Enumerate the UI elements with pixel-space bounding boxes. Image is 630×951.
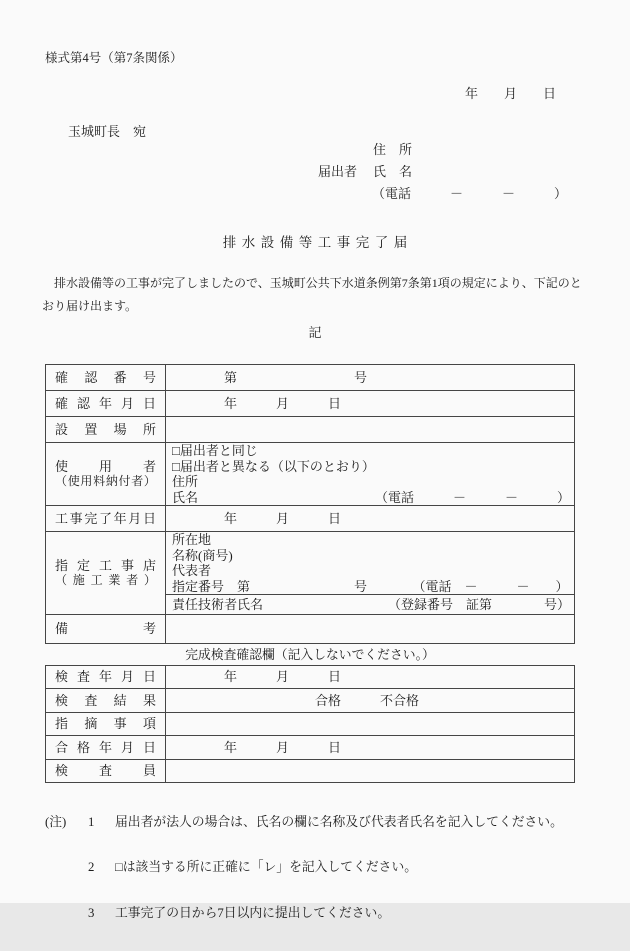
note-text: □は該当する所に正確に「レ」を記入してください。: [115, 860, 418, 875]
row-pass-date: [46, 735, 574, 759]
note-item: [45, 860, 605, 875]
row-label: 工 事 完 了 年 月 日: [55, 510, 156, 526]
row-label-sub: （ 施 工 業 者 ）: [55, 573, 156, 587]
row-label: 検 査 年 月 日: [55, 669, 156, 685]
declarant-address-label: 住 所: [373, 142, 413, 157]
row-contractor: [46, 531, 574, 614]
body-paragraph: 排水設備等の工事が完了しましたので、玉城町公共下水道条例第7条第1項の規定により、下記のとおり届け出ます。: [42, 276, 582, 313]
contractor-rep-label: 代表者: [172, 563, 212, 578]
inspection-caption: 完成検査確認欄（記入しないでください。）: [185, 648, 435, 662]
row-confirm-number: [46, 365, 574, 390]
note-number: 1: [88, 815, 95, 829]
row-label: 確 認 番 号: [55, 369, 156, 385]
form-number: 様式第4号（第7条関係）: [45, 51, 183, 65]
inspection-table: [45, 665, 575, 783]
note-item: [45, 906, 605, 921]
row-label: 指 摘 事 項: [55, 716, 156, 732]
user-phone-line: （電話 － － ）: [374, 489, 570, 505]
record-mark: 記: [308, 325, 322, 340]
row-inspection-result: [46, 688, 574, 712]
contractor-address-label: 所在地: [172, 532, 212, 547]
engineer-name-label: 責任技術者氏名: [172, 596, 264, 612]
notes: [45, 785, 605, 951]
row-label: 合 格 年 月 日: [55, 739, 156, 755]
row-value: 年 月 日: [172, 669, 342, 685]
note-text: 届出者が法人の場合は、氏名の欄に名称及び代表者氏名を記入してください。: [115, 815, 563, 829]
note-marker: (注): [45, 815, 67, 829]
row-label: 検 査 結 果: [55, 692, 156, 708]
row-location: [46, 416, 574, 442]
row-inspector: [46, 759, 574, 782]
form-title: 排水設備等工事完了届: [222, 235, 413, 250]
user-address-label: 住所: [172, 474, 199, 489]
checkbox-option-different: □届出者と異なる（以下のとおり）: [172, 458, 375, 474]
row-findings: [46, 712, 574, 735]
row-value: 年 月 日: [172, 395, 342, 411]
date-line: 年 月 日: [465, 86, 557, 101]
row-label: 確 認 年 月 日: [55, 395, 156, 411]
row-label: 指 定 工 事 店: [55, 557, 156, 573]
row-user: [46, 442, 574, 505]
contractor-name-label: 名称(商号): [172, 547, 233, 563]
declarant-name-label: 氏 名: [373, 164, 413, 179]
note-number: 3: [88, 905, 95, 920]
row-label: 検 査 員: [55, 763, 156, 779]
row-label-sub: （ 使 用 料 納 付 者 ）: [55, 474, 156, 488]
row-completion-date: [46, 505, 574, 531]
row-value: 年 月 日: [172, 510, 342, 526]
row-confirm-date: [46, 390, 574, 416]
checkbox-option-same: □届出者と同じ: [172, 443, 258, 458]
declarant-phone-line: （電話 － － ）: [372, 186, 568, 201]
note-item: [45, 815, 605, 830]
user-name-label: 氏名: [172, 489, 199, 505]
note-text: 工事完了の日から7日以内に提出してください。: [115, 905, 391, 920]
addressee: 玉城町長 宛: [68, 124, 147, 139]
row-remarks: [46, 614, 574, 643]
declarant-label: 届出者: [318, 164, 358, 179]
engineer-registration: （登録番号 証第 号）: [387, 596, 570, 612]
row-inspection-date: [46, 666, 574, 688]
row-label: 設 置 場 所: [55, 421, 156, 437]
row-value: 合格 不合格: [172, 692, 420, 708]
row-label: 備 考: [55, 621, 156, 637]
row-label: 使 用 者: [55, 458, 156, 474]
contractor-number-line: 指定番号 第 号 （電話 － － ）: [172, 578, 569, 594]
note-number: 2: [88, 860, 95, 875]
row-value: 第 号: [172, 369, 368, 385]
main-table: [45, 364, 575, 644]
row-value: 年 月 日: [172, 739, 342, 755]
